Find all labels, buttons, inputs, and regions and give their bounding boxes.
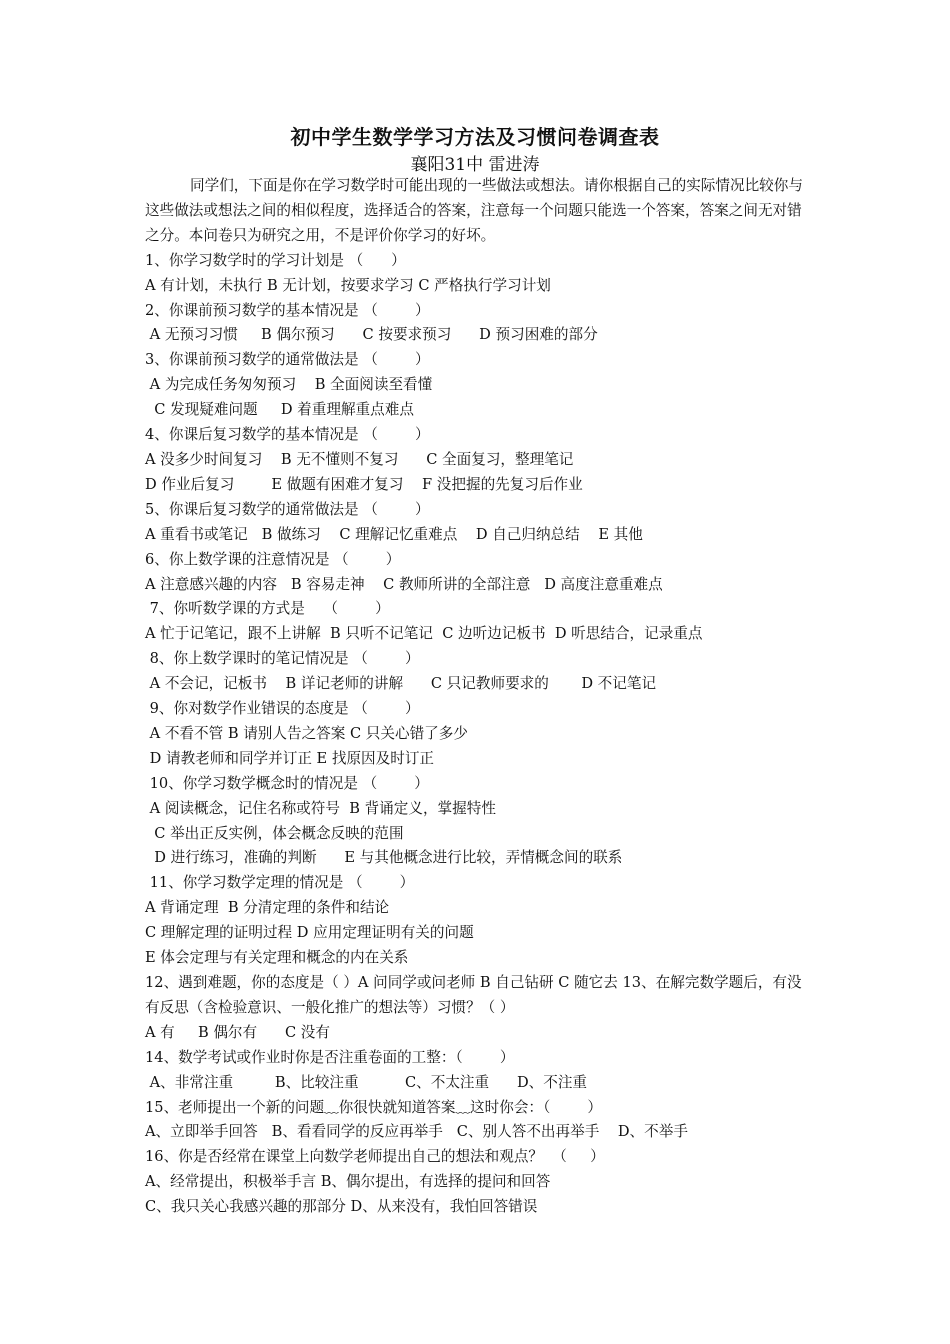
question-line: 10、你学习数学概念时的情况是 （ ） — [145, 774, 429, 792]
question-line: D 进行练习，准确的判断 E 与其他概念进行比较，弄情概念间的联系 — [145, 849, 623, 867]
question-line: C 发现疑难问题 D 着重理解重点难点 — [145, 401, 414, 419]
question-line: A 有 B 偶尔有 C 没有 — [145, 1023, 330, 1041]
question-line: C、我只关心我感兴趣的那部分 D、从来没有，我怕回答错误 — [145, 1198, 538, 1216]
document-author: 襄阳31中 雷进涛 — [410, 155, 540, 175]
question-line: A 重看书或笔记 B 做练习 C 理解记忆重难点 D 自己归纳总结 E 其他 — [145, 525, 643, 543]
question-line: 15、老师提出一个新的问题﹏你很快就知道答案﹏这时你会：（ ） — [145, 1098, 603, 1116]
question-line: 11、你学习数学定理的情况是 （ ） — [145, 874, 415, 892]
question-line: A、非常注重 B、比较注重 C、不太注重 D、不注重 — [145, 1073, 588, 1091]
question-line: 6、你上数学课的注意情况是 （ ） — [145, 550, 401, 568]
document-body — [145, 174, 813, 1220]
question-12-13-paragraph: 12、遇到难题，你的态度是（ ）A 问同学或问老师 B 自己钻研 C 随它去 13、在解完数学题后，有没有反思（含检验意识、一般化推广的想法等）习惯？（ ） — [145, 974, 802, 1016]
question-line: A 有计划，未执行 B 无计划，按要求学习 C 严格执行学习计划 — [145, 276, 551, 294]
question-line: C 理解定理的证明过程 D 应用定理证明有关的问题 — [145, 924, 474, 942]
question-line: A 没多少时间复习 B 无不懂则不复习 C 全面复习，整理笔记 — [145, 450, 574, 468]
question-line: 4、你课后复习数学的基本情况是 （ ） — [145, 426, 430, 444]
question-line: 2、你课前预习数学的基本情况是 （ ） — [145, 301, 430, 319]
question-line: E 体会定理与有关定理和概念的内在关系 — [145, 949, 409, 967]
question-line: A 无预习习惯 B 偶尔预习 C 按要求预习 D 预习困难的部分 — [145, 326, 598, 344]
question-line: 7、你听数学课的方式是 （ ） — [145, 600, 390, 618]
question-line: A、立即举手回答 B、看看同学的反应再举手 C、别人答不出再举手 D、不举手 — [145, 1123, 688, 1141]
question-line: 9、你对数学作业错误的态度是 （ ） — [145, 700, 420, 718]
question-line: A 不看不管 B 请别人告之答案 C 只关心错了多少 — [145, 724, 468, 742]
question-line: 5、你课后复习数学的通常做法是 （ ） — [145, 500, 430, 518]
question-line: 8、你上数学课时的笔记情况是 （ ） — [145, 650, 420, 668]
question-line: A 注意感兴趣的内容 B 容易走神 C 教师所讲的全部注意 D 高度注意重难点 — [145, 575, 663, 593]
question-line: 16、你是否经常在课堂上向数学老师提出自己的想法和观点？ （ ） — [145, 1148, 605, 1166]
question-line: C 举出正反实例，体会概念反映的范围 — [145, 824, 404, 842]
intro-paragraph: 同学们，下面是你在学习数学时可能出现的一些做法或想法。请你根据自己的实际情况比较你与这些做法或想法之间的相似程度，选择适合的答案，注意每一个问题只能选一个答案，答案之间无对错之分。本问卷只为研究之用，不是评价你学习的好坏。 — [145, 177, 803, 244]
question-line: 3、你课前预习数学的通常做法是 （ ） — [145, 351, 430, 369]
question-line: A 为完成任务匆匆预习 B 全面阅读至看懂 — [145, 376, 433, 394]
question-line: 14、数学考试或作业时你是否注重卷面的工整：（ ） — [145, 1048, 515, 1066]
question-line: 1、你学习数学时的学习计划是 （ ） — [145, 251, 406, 269]
question-line: A 背诵定理 B 分清定理的条件和结论 — [145, 899, 390, 917]
document-title: 初中学生数学学习方法及习惯问卷调查表 — [290, 125, 660, 149]
question-line: A 不会记，记板书 B 详记老师的讲解 C 只记教师要求的 D 不记笔记 — [145, 675, 657, 693]
question-line: D 请教老师和同学并订正 E 找原因及时订正 — [145, 749, 435, 767]
question-line: A 阅读概念，记住名称或符号 B 背诵定义，掌握特性 — [145, 799, 496, 817]
question-line: A、经常提出，积极举手言 B、偶尔提出，有选择的提问和回答 — [145, 1173, 551, 1191]
question-line: D 作业后复习 E 做题有困难才复习 F 没把握的先复习后作业 — [145, 475, 583, 493]
question-line: A 忙于记笔记，跟不上讲解 B 只听不记笔记 C 边听边记板书 D 听思结合，记录重点 — [145, 625, 703, 643]
